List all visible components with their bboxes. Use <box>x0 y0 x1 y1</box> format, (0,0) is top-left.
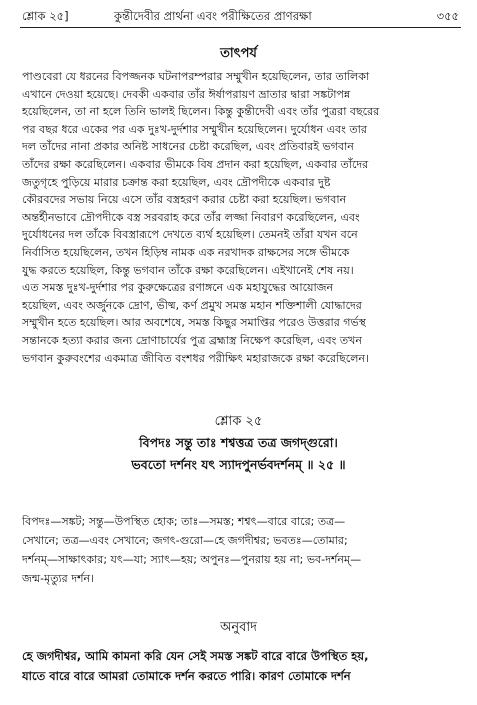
purport-line: সম্মুখীন হতে হয়েছিল। আর অবশেষে, সমস্ত কিছুর সমাপ্তির পরেও উত্তরার গর্ভস্থ <box>22 316 366 330</box>
purport-line: নির্বাসিত হয়েছিলেন, তখন হিড়িম্ব নামক এক নরখাদক রাক্ষসের সঙ্গে ভীমকে <box>22 245 350 259</box>
purport-line: অন্তর্হীনভাবে দ্রৌপদীকে বস্ত্র সরবরাহ করে তাঁর লজ্জা নিবারণ করেছিলেন, এবং <box>22 210 360 224</box>
synonyms-line: বিপদঃ—সঙ্কট; সন্তু—উপস্থিত হোক; তাঃ—সমস্ত; শশ্বৎ—বারে বারে; তত্র— <box>22 515 346 528</box>
verse-line: ভবতো দর্শনং যৎ স্যাদপুনর্ভবদর্শনম্ ॥ ২৫ ॥ <box>131 457 346 472</box>
sanskrit-verse <box>0 432 477 476</box>
purport-line: পাণ্ডবেরা যে ধরনের বিপজ্জনক ঘটনাপরম্পরার সম্মুখীন হয়েছিলেন, তার তালিকা <box>22 70 370 83</box>
purport-line: হয়েছিলেন, তা না হলে তিনি ভালই ছিলেন। কিন্তু কুন্তীদেবী এবং তাঁর পুত্ররা বছরের <box>22 105 380 119</box>
synonyms-line: জন্ম-মৃত্যুর দর্শন। <box>22 572 95 585</box>
page-number: ৩৫৫ <box>436 9 459 23</box>
purport-line: দুর্যোধনের দল তাঁকে বিবস্ত্রারূপে দেখতে ব্যর্থ হয়েছিল। তেমনই তাঁরা যখন বনে <box>22 228 358 242</box>
purport-line: হয়েছিল, এবং অর্জুনকে দ্রোণ, ভীষ্ম, কর্ণ প্রমুখ সমস্ত মহান শক্তিশালী যোদ্ধাদের <box>22 298 362 312</box>
purport-line: জতুগৃহে পুড়িয়ে মারার চক্রান্ত করা হয়েছিল, এবং দ্রৌপদীকে একবার দুষ্ট <box>22 175 331 189</box>
purport-line: এত সমস্ত দুঃখ-দুর্দশার পর কুরুক্ষেত্রের রণাঙ্গনে এক মহাযুদ্ধের আয়োজন <box>22 281 334 295</box>
synonyms-line: দর্শনম্—সাক্ষাৎকার; যৎ—যা; স্যাৎ—হয়; অপুনঃ—পুনরায় হয় না; ভব-দর্শনম্— <box>22 553 362 566</box>
translation-line: যাতে বারে বারে আমরা তোমাকে দর্শন করতে পারি। কারণ তোমাকে দর্শন <box>22 669 351 683</box>
purport-line: ভগবান কুরুবংশের একমাত্র জীবিত বংশধর পরীক্ষিৎ মহারাজকে রক্ষা করেছিলেন। <box>22 351 369 365</box>
purport-line: তাঁদের রক্ষা করেছিলেন। একবার ভীমকে বিষ প্রদান করা হয়েছিল, একবার তাঁদের <box>22 157 369 171</box>
purport-line: দল তাঁদের নানা প্রকার অনিষ্ট সাধনের চেষ্টা করেছিল, এবং প্রতিবারই ভগবান <box>22 140 354 154</box>
chapter-title: কুন্তীদেবীর প্রার্থনা এবং পরীক্ষিতের প্রাণরক্ষা <box>114 9 312 23</box>
verse-reference: শ্লোক ২৫] <box>22 9 69 23</box>
synonyms-line: সেখানে; তত্র—এবং সেখানে; জগৎ-গুরো—হে জগদীশ্বর; ভবতঃ—তোমার; <box>22 534 348 547</box>
synonyms-text <box>22 512 459 588</box>
purport-line: সন্তানকে হত্যা করার জন্য দ্রোণাচার্যের পুত্র ব্রহ্মাস্ত্র নিক্ষেপ করেছিল, এবং তখন <box>22 333 362 347</box>
purport-line: পর বছর ধরে একের পর এক দুঃখ-দুর্দশার সম্মুখীন হয়েছিলেন। দুর্যোধন এবং তার <box>22 122 367 136</box>
translation-line: হে জগদীশ্বর, আমি কামনা করি যেন সেই সমস্ত সঙ্কট বারে বারে উপস্থিত হয়, <box>22 649 369 663</box>
purport-line: যুদ্ধ করতে হয়েছিল, কিন্তু ভগবান তাঁকে রক্ষা করেছিলেন। এইখানেই শেষ নয়। <box>22 263 354 277</box>
translation-heading: অনুবাদ <box>220 620 257 635</box>
verse-heading: শ্লোক ২৫ <box>214 414 263 429</box>
purport-text <box>22 68 459 367</box>
purport-heading: তাৎপর্য <box>220 46 257 61</box>
translation-text <box>22 646 459 686</box>
purport-line: কৌরবদের সভায় নিয়ে এসে তাঁর বস্ত্রহরণ করার চেষ্টা করা হয়েছিল। ভগবান <box>22 193 347 207</box>
purport-line: এখানে দেওয়া হয়েছে। দেবকী একবার তাঁর ঈর্ষাপরায়ণ ভ্রাতার দ্বারা সঙ্কটাপন্ন <box>22 87 351 101</box>
verse-line: বিপদঃ সন্তু তাঃ শশ্বত্তত্র তত্র জগদ্গুরো। <box>139 435 338 450</box>
running-header <box>22 5 459 25</box>
header-rule <box>20 27 461 28</box>
